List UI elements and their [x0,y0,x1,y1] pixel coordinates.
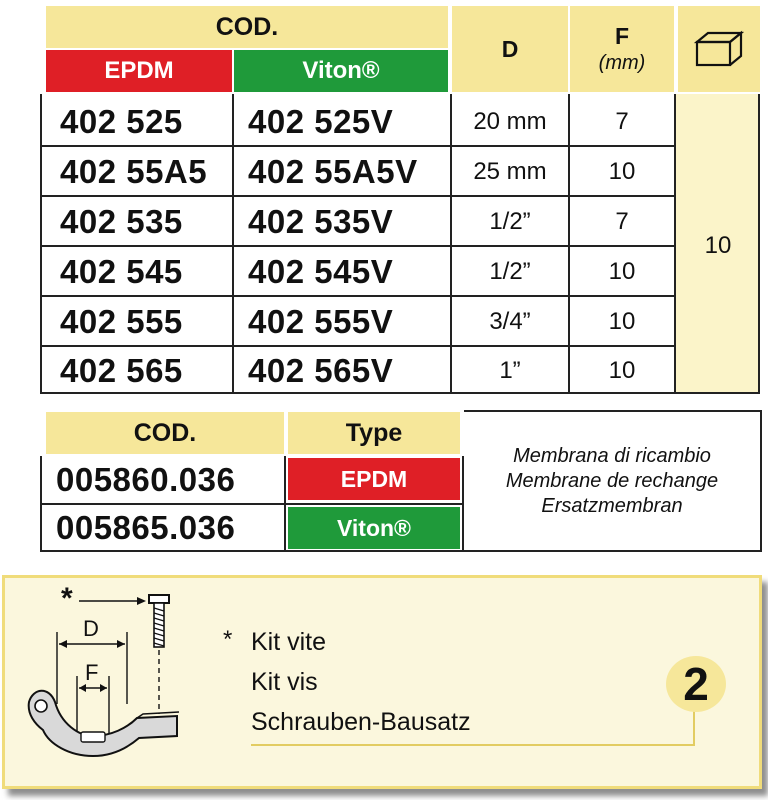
description-box [464,410,762,552]
table-row [40,97,676,147]
screw-clamp-diagram [19,584,194,774]
diagram-f-label: F [85,660,99,685]
d-value: 1” [499,356,521,384]
epdm-code: 402 565 [60,351,183,389]
cod-header-2: COD. [46,412,284,454]
description-it: Membrana di ricambio [513,444,711,467]
membrane-code: 005860.036 [56,460,236,498]
f-value: 10 [608,308,636,335]
table-row [40,147,676,197]
f-value: 10 [608,258,636,285]
viton-code: 402 555V [248,303,394,340]
f-value: 10 [608,158,636,185]
type-header: Type [288,412,460,454]
d-value: 1/2” [489,208,531,235]
viton-header: Viton® [234,50,448,92]
epdm-code: 402 535 [60,203,183,240]
box-icon [694,30,744,68]
f-header-label: F [614,23,630,49]
table-row [40,197,676,247]
cod-header: COD. [46,6,448,48]
f-value: 7 [615,208,629,235]
diagram-asterisk: * [61,584,73,615]
kit-label-it: Kit vite [251,628,327,656]
box-qty-value: 10 [704,232,732,259]
kit-label-de: Schrauben-Bausatz [251,708,471,736]
f-header [570,6,674,92]
diagram-d-label: D [83,616,99,641]
epdm-code: 402 545 [60,253,183,290]
kit-underline [251,744,695,746]
kit-connector [693,710,695,746]
description-de: Ersatzmembran [541,494,683,517]
f-value: 7 [615,108,629,135]
viton-code: 402 545V [248,253,394,290]
viton-code: 402 55A5V [248,153,418,190]
table-row [40,297,676,347]
viton-code: 402 535V [248,203,394,240]
box-header [678,6,760,92]
d-header: D [452,6,568,92]
kit-asterisk: * [223,626,233,653]
kit-number-badge [666,656,726,712]
viton-code: 402 525V [248,103,394,140]
d-value: 3/4” [489,308,531,335]
viton-code: 402 565V [248,351,394,389]
d-value: 25 mm [473,158,547,185]
epdm-code: 402 55A5 [60,153,208,190]
f-header-unit: (mm) [598,52,646,74]
kit-number: 2 [683,658,709,710]
kit-label-fr: Kit vis [251,668,318,696]
membrane-code: 005865.036 [56,509,236,546]
epdm-header: EPDM [46,50,232,92]
d-value: 1/2” [489,258,531,285]
d-value: 20 mm [473,108,547,135]
membrane-type-epdm: EPDM [288,458,460,500]
epdm-code: 402 555 [60,303,183,340]
description-fr: Membrane de rechange [505,469,719,492]
table-row [40,247,676,297]
table-row [40,347,676,394]
f-value: 10 [608,356,636,384]
kit-panel [2,575,762,789]
epdm-code: 402 525 [60,103,183,140]
membrane-type-viton: Viton® [288,507,460,549]
